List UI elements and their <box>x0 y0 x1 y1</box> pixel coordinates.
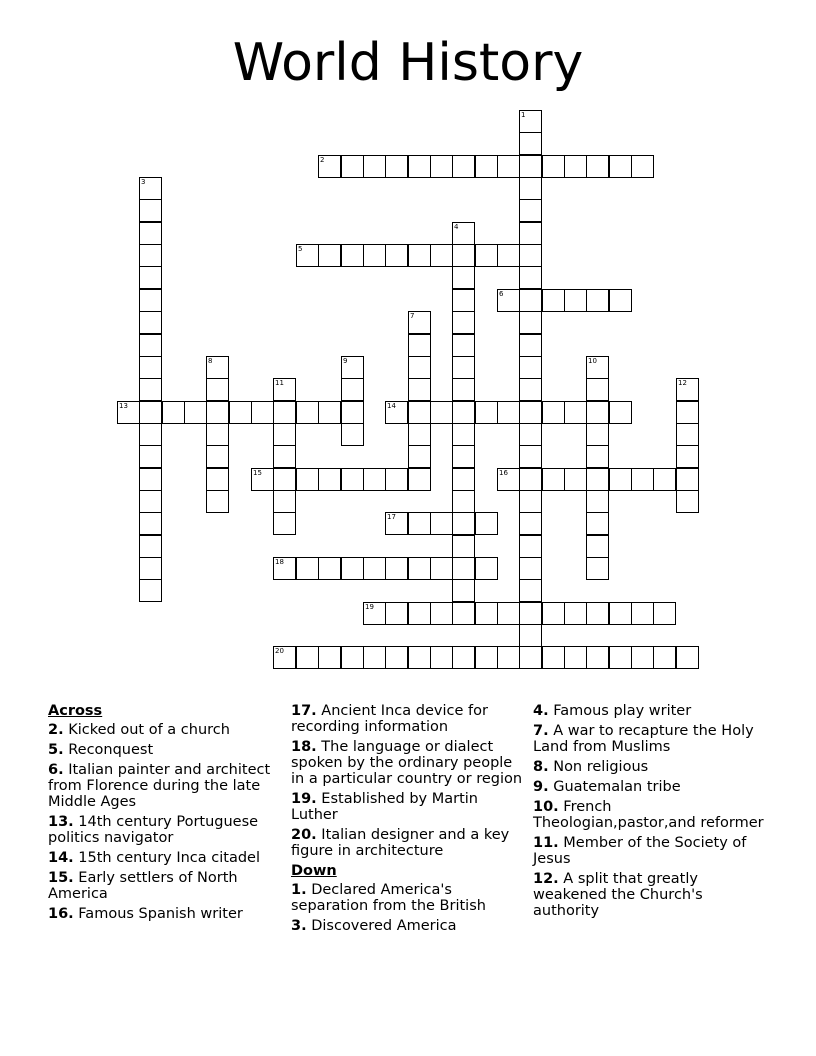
grid-cell[interactable] <box>363 155 386 178</box>
grid-cell[interactable] <box>519 334 542 357</box>
grid-cell[interactable] <box>408 602 431 625</box>
grid-cell[interactable] <box>139 401 162 424</box>
clue <box>48 762 280 810</box>
clue-number: 5. <box>48 742 64 758</box>
grid-cell[interactable] <box>363 646 386 669</box>
grid-cell[interactable] <box>385 401 408 424</box>
clue-number: 17 <box>387 513 396 521</box>
grid-cell[interactable] <box>139 356 162 379</box>
grid-cell[interactable] <box>273 378 296 401</box>
grid-cell[interactable] <box>497 468 520 491</box>
clue-number: 7. <box>533 723 549 739</box>
clue <box>48 906 280 922</box>
grid-cell[interactable] <box>475 244 498 267</box>
clue-number: 15 <box>253 469 262 477</box>
clue-number: 12. <box>533 871 559 887</box>
clue <box>48 870 280 902</box>
grid-cell[interactable] <box>139 579 162 602</box>
grid-cell[interactable] <box>475 512 498 535</box>
clue-number: 1 <box>521 111 526 119</box>
grid-cell[interactable] <box>318 468 341 491</box>
grid-cell[interactable] <box>296 244 319 267</box>
grid-cell[interactable] <box>452 356 475 379</box>
clue-number: 8 <box>208 357 213 365</box>
grid-cell[interactable] <box>564 401 587 424</box>
grid-cell[interactable] <box>586 401 609 424</box>
grid-cell[interactable] <box>653 468 676 491</box>
grid-cell[interactable] <box>139 512 162 535</box>
clue <box>48 742 280 758</box>
grid-cell[interactable] <box>609 401 632 424</box>
grid-cell[interactable] <box>586 512 609 535</box>
grid-cell[interactable] <box>206 356 229 379</box>
clue-number: 12 <box>678 379 687 387</box>
grid-cell[interactable] <box>139 244 162 267</box>
clue-number: 11. <box>533 835 559 851</box>
grid-cell[interactable] <box>586 423 609 446</box>
grid-cell[interactable] <box>296 646 319 669</box>
clue <box>533 835 773 867</box>
grid-cell[interactable] <box>519 490 542 513</box>
grid-cell[interactable] <box>475 155 498 178</box>
grid-cell[interactable] <box>676 646 699 669</box>
grid-cell[interactable] <box>653 646 676 669</box>
grid-cell[interactable] <box>542 468 565 491</box>
grid-cell[interactable] <box>430 557 453 580</box>
grid-cell[interactable] <box>452 646 475 669</box>
grid-cell[interactable] <box>452 445 475 468</box>
clue <box>291 703 523 735</box>
grid-cell[interactable] <box>586 378 609 401</box>
clue <box>533 703 773 719</box>
grid-cell[interactable] <box>519 423 542 446</box>
clue-number: 20 <box>275 647 284 655</box>
grid-cell[interactable] <box>676 378 699 401</box>
grid-cell[interactable] <box>519 579 542 602</box>
grid-cell[interactable] <box>631 602 654 625</box>
grid-cell[interactable] <box>139 378 162 401</box>
grid-cell[interactable] <box>609 155 632 178</box>
grid-cell[interactable] <box>676 401 699 424</box>
clue-text: Non religious <box>548 759 649 775</box>
grid-cell[interactable] <box>206 378 229 401</box>
grid-cell[interactable] <box>385 557 408 580</box>
clue-text: Famous Spanish writer <box>73 906 243 922</box>
grid-cell[interactable] <box>341 557 364 580</box>
grid-cell[interactable] <box>676 445 699 468</box>
grid-cell[interactable] <box>586 490 609 513</box>
clue-text: Reconquest <box>63 742 154 758</box>
grid-cell[interactable] <box>519 445 542 468</box>
clue-number: 16. <box>48 906 74 922</box>
clue-number: 13. <box>48 814 74 830</box>
grid-cell[interactable] <box>519 110 542 133</box>
grid-cell[interactable] <box>408 356 431 379</box>
grid-cell[interactable] <box>139 468 162 491</box>
grid-cell[interactable] <box>676 490 699 513</box>
grid-cell[interactable] <box>363 602 386 625</box>
clues-column-2 <box>291 703 523 938</box>
grid-cell[interactable] <box>475 602 498 625</box>
grid-cell[interactable] <box>586 602 609 625</box>
clue <box>48 814 280 846</box>
clues-column-3 <box>533 703 773 923</box>
clue-number: 19. <box>291 791 317 807</box>
grid-cell[interactable] <box>452 334 475 357</box>
grid-cell[interactable] <box>139 445 162 468</box>
clue-number: 18. <box>291 739 317 755</box>
grid-cell[interactable] <box>452 289 475 312</box>
grid-cell[interactable] <box>586 155 609 178</box>
clue <box>533 759 773 775</box>
grid-cell[interactable] <box>251 401 274 424</box>
clue-text: Italian painter and architect from Florence during the late Middle Ages <box>48 762 271 810</box>
grid-cell[interactable] <box>609 468 632 491</box>
grid-cell[interactable] <box>519 624 542 647</box>
grid-cell[interactable] <box>206 423 229 446</box>
grid-cell[interactable] <box>430 244 453 267</box>
grid-cell[interactable] <box>408 334 431 357</box>
clue <box>291 918 523 934</box>
grid-cell[interactable] <box>452 512 475 535</box>
clue-text: 15th century Inca citadel <box>73 850 260 866</box>
grid-cell[interactable] <box>408 646 431 669</box>
grid-cell[interactable] <box>519 468 542 491</box>
grid-cell[interactable] <box>497 401 520 424</box>
clue <box>48 722 280 738</box>
across-heading: Across <box>48 703 103 719</box>
clue-number: 15. <box>48 870 74 886</box>
clue-number: 4 <box>454 223 459 231</box>
grid-cell[interactable] <box>452 378 475 401</box>
grid-cell[interactable] <box>430 401 453 424</box>
clue-text: Established by Martin Luther <box>291 791 478 823</box>
clue <box>291 791 523 823</box>
clue-number: 2 <box>320 156 325 164</box>
clue-number: 20. <box>291 827 317 843</box>
grid-cell[interactable] <box>408 311 431 334</box>
grid-cell[interactable] <box>497 289 520 312</box>
grid-cell[interactable] <box>564 155 587 178</box>
grid-cell[interactable] <box>609 289 632 312</box>
grid-cell[interactable] <box>318 557 341 580</box>
grid-cell[interactable] <box>631 155 654 178</box>
grid-cell[interactable] <box>363 557 386 580</box>
grid-cell[interactable] <box>296 401 319 424</box>
grid-cell[interactable] <box>162 401 185 424</box>
grid-cell[interactable] <box>519 177 542 200</box>
grid-cell[interactable] <box>273 401 296 424</box>
grid-cell[interactable] <box>519 356 542 379</box>
grid-cell[interactable] <box>139 289 162 312</box>
grid-cell[interactable] <box>452 311 475 334</box>
grid-cell[interactable] <box>430 512 453 535</box>
clue-number: 13 <box>119 402 128 410</box>
grid-cell[interactable] <box>609 646 632 669</box>
clue-text: Discovered America <box>306 918 457 934</box>
clue-number: 16 <box>499 469 508 477</box>
grid-cell[interactable] <box>273 646 296 669</box>
clue-text: Declared America's separation from the British <box>291 882 486 914</box>
grid-cell[interactable] <box>408 445 431 468</box>
grid-cell[interactable] <box>609 602 632 625</box>
grid-cell[interactable] <box>139 177 162 200</box>
clue <box>48 850 280 866</box>
clue-text: Famous play writer <box>548 703 692 719</box>
grid-cell[interactable] <box>341 401 364 424</box>
grid-cell[interactable] <box>139 557 162 580</box>
clue <box>533 799 773 831</box>
clue-number: 6. <box>48 762 64 778</box>
clue-number: 19 <box>365 603 374 611</box>
grid-cell[interactable] <box>385 512 408 535</box>
grid-cell[interactable] <box>341 468 364 491</box>
grid-cell[interactable] <box>519 266 542 289</box>
grid-cell[interactable] <box>430 646 453 669</box>
grid-cell[interactable] <box>273 445 296 468</box>
down-heading: Down <box>291 863 337 879</box>
grid-cell[interactable] <box>341 155 364 178</box>
clue <box>291 739 523 787</box>
grid-cell[interactable] <box>519 512 542 535</box>
grid-cell[interactable] <box>273 557 296 580</box>
grid-cell[interactable] <box>676 423 699 446</box>
clue-number: 2. <box>48 722 64 738</box>
grid-cell[interactable] <box>452 244 475 267</box>
clue-text: French Theologian,pastor,and reformer <box>533 799 764 831</box>
grid-cell[interactable] <box>139 423 162 446</box>
grid-cell[interactable] <box>408 401 431 424</box>
grid-cell[interactable] <box>497 646 520 669</box>
grid-cell[interactable] <box>385 646 408 669</box>
clue <box>533 723 773 755</box>
grid-cell[interactable] <box>363 244 386 267</box>
grid-cell[interactable] <box>139 334 162 357</box>
grid-cell[interactable] <box>117 401 140 424</box>
grid-cell[interactable] <box>318 401 341 424</box>
clue-number: 9. <box>533 779 549 795</box>
clue-number: 3. <box>291 918 307 934</box>
grid-cell[interactable] <box>273 490 296 513</box>
grid-cell[interactable] <box>519 535 542 558</box>
grid-cell[interactable] <box>519 155 542 178</box>
grid-cell[interactable] <box>452 266 475 289</box>
page-title: World History <box>232 33 584 93</box>
grid-cell[interactable] <box>341 423 364 446</box>
grid-cell[interactable] <box>564 602 587 625</box>
grid-cell[interactable] <box>452 423 475 446</box>
clue-number: 18 <box>275 558 284 566</box>
clue-number: 14 <box>387 402 396 410</box>
grid-cell[interactable] <box>519 244 542 267</box>
grid-cell[interactable] <box>497 155 520 178</box>
grid-cell[interactable] <box>385 244 408 267</box>
clue-text: A war to recapture the Holy Land from Muslims <box>533 723 754 755</box>
clues-column-1 <box>48 703 280 926</box>
clue-number: 8. <box>533 759 549 775</box>
grid-cell[interactable] <box>586 468 609 491</box>
grid-cell[interactable] <box>139 311 162 334</box>
grid-cell[interactable] <box>206 468 229 491</box>
grid-cell[interactable] <box>318 244 341 267</box>
grid-cell[interactable] <box>452 490 475 513</box>
grid-cell[interactable] <box>452 557 475 580</box>
grid-cell[interactable] <box>586 356 609 379</box>
grid-cell[interactable] <box>542 602 565 625</box>
grid-cell[interactable] <box>139 199 162 222</box>
grid-cell[interactable] <box>542 155 565 178</box>
grid-cell[interactable] <box>341 356 364 379</box>
grid-cell[interactable] <box>676 468 699 491</box>
grid-cell[interactable] <box>564 468 587 491</box>
grid-cell[interactable] <box>497 244 520 267</box>
grid-cell[interactable] <box>586 289 609 312</box>
grid-cell[interactable] <box>452 401 475 424</box>
clue-text: 14th century Portuguese politics navigator <box>48 814 259 846</box>
grid-cell[interactable] <box>631 468 654 491</box>
grid-cell[interactable] <box>452 535 475 558</box>
grid-cell[interactable] <box>385 602 408 625</box>
grid-cell[interactable] <box>452 579 475 602</box>
clue-number: 17. <box>291 703 317 719</box>
grid-cell[interactable] <box>631 646 654 669</box>
grid-cell[interactable] <box>519 289 542 312</box>
clue-text: Kicked out of a church <box>63 722 230 738</box>
clue-number: 3 <box>141 178 146 186</box>
grid-cell[interactable] <box>542 289 565 312</box>
grid-cell[interactable] <box>519 646 542 669</box>
grid-cell[interactable] <box>519 602 542 625</box>
grid-cell[interactable] <box>519 222 542 245</box>
grid-cell[interactable] <box>318 155 341 178</box>
clue-number: 10 <box>588 357 597 365</box>
clue-number: 11 <box>275 379 284 387</box>
grid-cell[interactable] <box>139 490 162 513</box>
clue-text: Early settlers of North America <box>48 870 238 902</box>
grid-cell[interactable] <box>341 378 364 401</box>
grid-cell[interactable] <box>430 602 453 625</box>
clue-number: 7 <box>410 312 415 320</box>
grid-cell[interactable] <box>229 401 252 424</box>
clue-number: 14. <box>48 850 74 866</box>
clue-text: Ancient Inca device for recording information <box>291 703 488 735</box>
clue-number: 1. <box>291 882 307 898</box>
grid-cell[interactable] <box>273 512 296 535</box>
clue <box>533 871 773 919</box>
grid-cell[interactable] <box>139 535 162 558</box>
clue-text: Italian designer and a key figure in architecture <box>291 827 510 859</box>
grid-cell[interactable] <box>206 401 229 424</box>
grid-cell[interactable] <box>452 155 475 178</box>
grid-cell[interactable] <box>206 445 229 468</box>
grid-cell[interactable] <box>564 646 587 669</box>
grid-cell[interactable] <box>519 311 542 334</box>
grid-cell[interactable] <box>251 468 274 491</box>
grid-cell[interactable] <box>408 155 431 178</box>
clue-number: 6 <box>499 290 504 298</box>
grid-cell[interactable] <box>452 468 475 491</box>
grid-cell[interactable] <box>296 468 319 491</box>
grid-cell[interactable] <box>519 557 542 580</box>
clue <box>533 779 773 795</box>
grid-cell[interactable] <box>206 490 229 513</box>
grid-cell[interactable] <box>341 244 364 267</box>
grid-cell[interactable] <box>296 557 319 580</box>
clue-text: The language or dialect spoken by the ordinary people in a particular country or region <box>291 739 523 787</box>
grid-cell[interactable] <box>586 445 609 468</box>
grid-cell[interactable] <box>184 401 207 424</box>
clue <box>291 882 523 914</box>
grid-cell[interactable] <box>408 468 431 491</box>
clue-number: 4. <box>533 703 549 719</box>
grid-cell[interactable] <box>475 401 498 424</box>
grid-cell[interactable] <box>341 646 364 669</box>
clue-number: 5 <box>298 245 303 253</box>
grid-cell[interactable] <box>139 222 162 245</box>
grid-cell[interactable] <box>385 155 408 178</box>
clue-text: A split that greatly weakened the Church's authority <box>533 871 703 919</box>
grid-cell[interactable] <box>519 378 542 401</box>
grid-cell[interactable] <box>273 468 296 491</box>
grid-cell[interactable] <box>139 266 162 289</box>
grid-cell[interactable] <box>363 468 386 491</box>
grid-cell[interactable] <box>542 401 565 424</box>
grid-cell[interactable] <box>452 602 475 625</box>
grid-cell[interactable] <box>586 557 609 580</box>
grid-cell[interactable] <box>519 401 542 424</box>
grid-cell[interactable] <box>452 222 475 245</box>
grid-cell[interactable] <box>653 602 676 625</box>
grid-cell[interactable] <box>408 378 431 401</box>
grid-cell[interactable] <box>519 132 542 155</box>
grid-cell[interactable] <box>408 244 431 267</box>
clue-text: Guatemalan tribe <box>548 779 681 795</box>
grid-cell[interactable] <box>475 646 498 669</box>
grid-cell[interactable] <box>475 557 498 580</box>
clue <box>291 827 523 859</box>
grid-cell[interactable] <box>586 535 609 558</box>
grid-cell[interactable] <box>519 199 542 222</box>
grid-cell[interactable] <box>408 557 431 580</box>
grid-cell[interactable] <box>273 423 296 446</box>
clue-text: Member of the Society of Jesus <box>533 835 747 867</box>
clue-number: 10. <box>533 799 559 815</box>
grid-cell[interactable] <box>408 423 431 446</box>
clue-number: 9 <box>343 357 348 365</box>
grid-cell[interactable] <box>408 512 431 535</box>
grid-cell[interactable] <box>586 646 609 669</box>
grid-cell[interactable] <box>318 646 341 669</box>
grid-cell[interactable] <box>385 468 408 491</box>
grid-cell[interactable] <box>430 155 453 178</box>
grid-cell[interactable] <box>497 602 520 625</box>
grid-cell[interactable] <box>564 289 587 312</box>
grid-cell[interactable] <box>542 646 565 669</box>
